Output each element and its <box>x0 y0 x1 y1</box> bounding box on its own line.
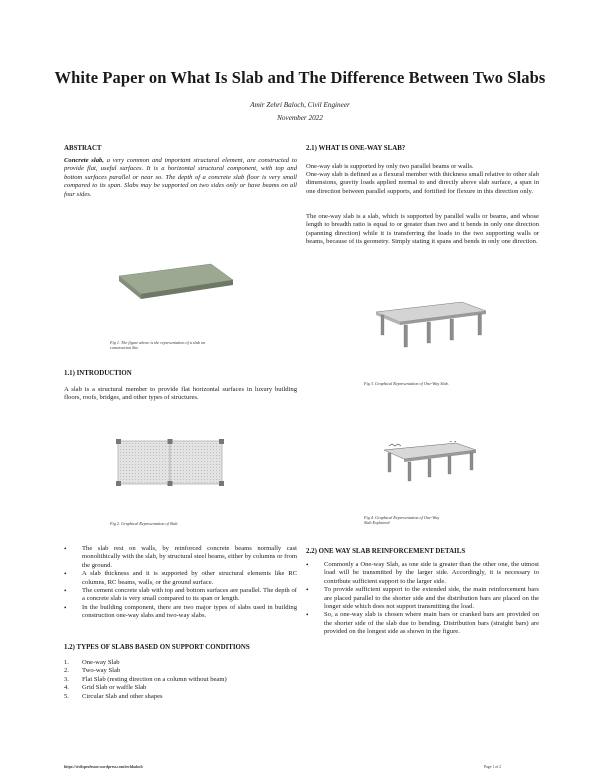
introduction-bullets <box>64 545 297 621</box>
list-item: • Commonly a One-way Slab, as one side is greater than the other one, the utmost load will be transmitted by the larger side. Accordingly, it is necessary to contribute sufficient support to the larger side. <box>306 561 539 586</box>
left-column <box>64 0 297 776</box>
one-way-heading: 2.1) WHAT IS ONE-WAY SLAB? <box>306 145 406 152</box>
abstract-lead: Concrete slab, <box>64 157 104 164</box>
one-way-paragraph-1: One-way slab is supported by only two parallel beams or walls. <box>306 163 474 170</box>
list-item: • A slab thickness and it is supported by other structural elements like RC columns, RC beams, walls, or the ground surface. <box>64 570 297 587</box>
one-way-slab-figure <box>370 298 490 350</box>
paper-title: White Paper on What Is Slab and The Difference Between Two Slabs <box>54 68 546 87</box>
list-item: • The slab rest on walls, by reinforced concrete beams normally cast monolithically with the slab, by structural steel beams, either by columns or from the ground. <box>64 545 297 570</box>
abstract-paragraph <box>64 157 297 199</box>
introduction-paragraph: A slab is a structural member to provide flat horizontal surfaces in luxury building floors, roofs, bridges, and other types of structures. <box>64 386 297 402</box>
figure-3-caption: Fig 3. Graphical Representation of One-Way Slab. <box>364 381 449 386</box>
one-way-paragraph-3: The one-way slab is a slab, which is supported by parallel walls or beams, and whose length to breadth ratio is equal to or greater than two and it bends in only one direction (spanning direction) while it is transferring the loads to the two supporting walls or beams, because of its geometry. Simply stating it spans and bends in only one direction. <box>306 213 539 246</box>
footer-url: https://civilsprofessor.wordpress.com/techbaloch <box>64 765 143 769</box>
reinforcement-heading: 2.2) ONE WAY SLAB REINFORCEMENT DETAILS <box>306 548 466 555</box>
one-way-slab-explained-figure <box>380 441 480 485</box>
list-item: • The cement concrete slab with top and bottom surfaces are parallel. The depth of a concrete slab is very small compared to its span or length. <box>64 587 297 604</box>
slab-photo-figure <box>116 258 236 303</box>
introduction-heading: 1.1) INTRODUCTION <box>64 370 132 377</box>
author-line: Amir Zehri Baloch, Civil Engineer <box>250 101 350 109</box>
slab-plan-figure <box>116 439 224 486</box>
date-line: November 2022 <box>277 114 323 122</box>
figure-2-caption: Fig 2. Graphical Representation of Slab. <box>110 521 179 526</box>
figure-1-caption: Fig 1. The figure above is the representation of a slab on construction Site <box>110 340 206 351</box>
list-item: • So, a one-way slab is chosen where main bars or cranked bars are provided on the shorter side of the slab due to bending. Distribution bars (straight bars) are provided on the longest side as shown in the figure. <box>306 611 539 636</box>
abstract-text: a very common and important structural element, are constructed to provide flat, useful surfaces. It is a horizontal structural component, with top and bottom surfaces parallel or near so. The depth of a concrete slab floor is very small compared to its span. Slabs may be supported on two sides only or have beams on all four sides. <box>64 157 297 198</box>
list-item: • In the building component, there are two major types of slabs used in building construction one-way slabs and two-way slabs. <box>64 604 297 621</box>
types-list <box>64 659 297 701</box>
list-item: 3. Flat Slab (resting direction on a column without beam) <box>64 675 227 683</box>
figure-4-caption: Fig 4. Graphical Representation of One-Way Slab Explained <box>364 515 440 526</box>
list-item: • To provide sufficient support to the extended side, the main reinforcement bars are placed parallel to the shorter side and the distribution bars are placed on the longer side which does not support transmitting the load. <box>306 586 539 611</box>
footer-page-number: Page 1 of 2 <box>484 765 502 769</box>
list-item: 1. One-way Slab <box>64 659 120 666</box>
list-item: 2. Two-way Slab <box>64 667 121 675</box>
list-item: 5. Circular Slab and other shapes <box>64 692 163 700</box>
types-heading: 1.2) TYPES OF SLABS BASED ON SUPPORT CONDITIONS <box>64 644 250 651</box>
reinforcement-bullets <box>306 561 539 637</box>
right-column <box>306 0 539 776</box>
abstract-heading: ABSTRACT <box>64 145 102 152</box>
list-item: 4. Grid Slab or waffle Slab <box>64 684 147 692</box>
one-way-paragraph-2: One-way slab is defined as a flexural member with thickness small relative to other slab dimensions, gravity loads applied normal to and directly above slab surface, a span in one direction between parallel supports, and fortified for flexure in this direction only. <box>306 171 539 195</box>
